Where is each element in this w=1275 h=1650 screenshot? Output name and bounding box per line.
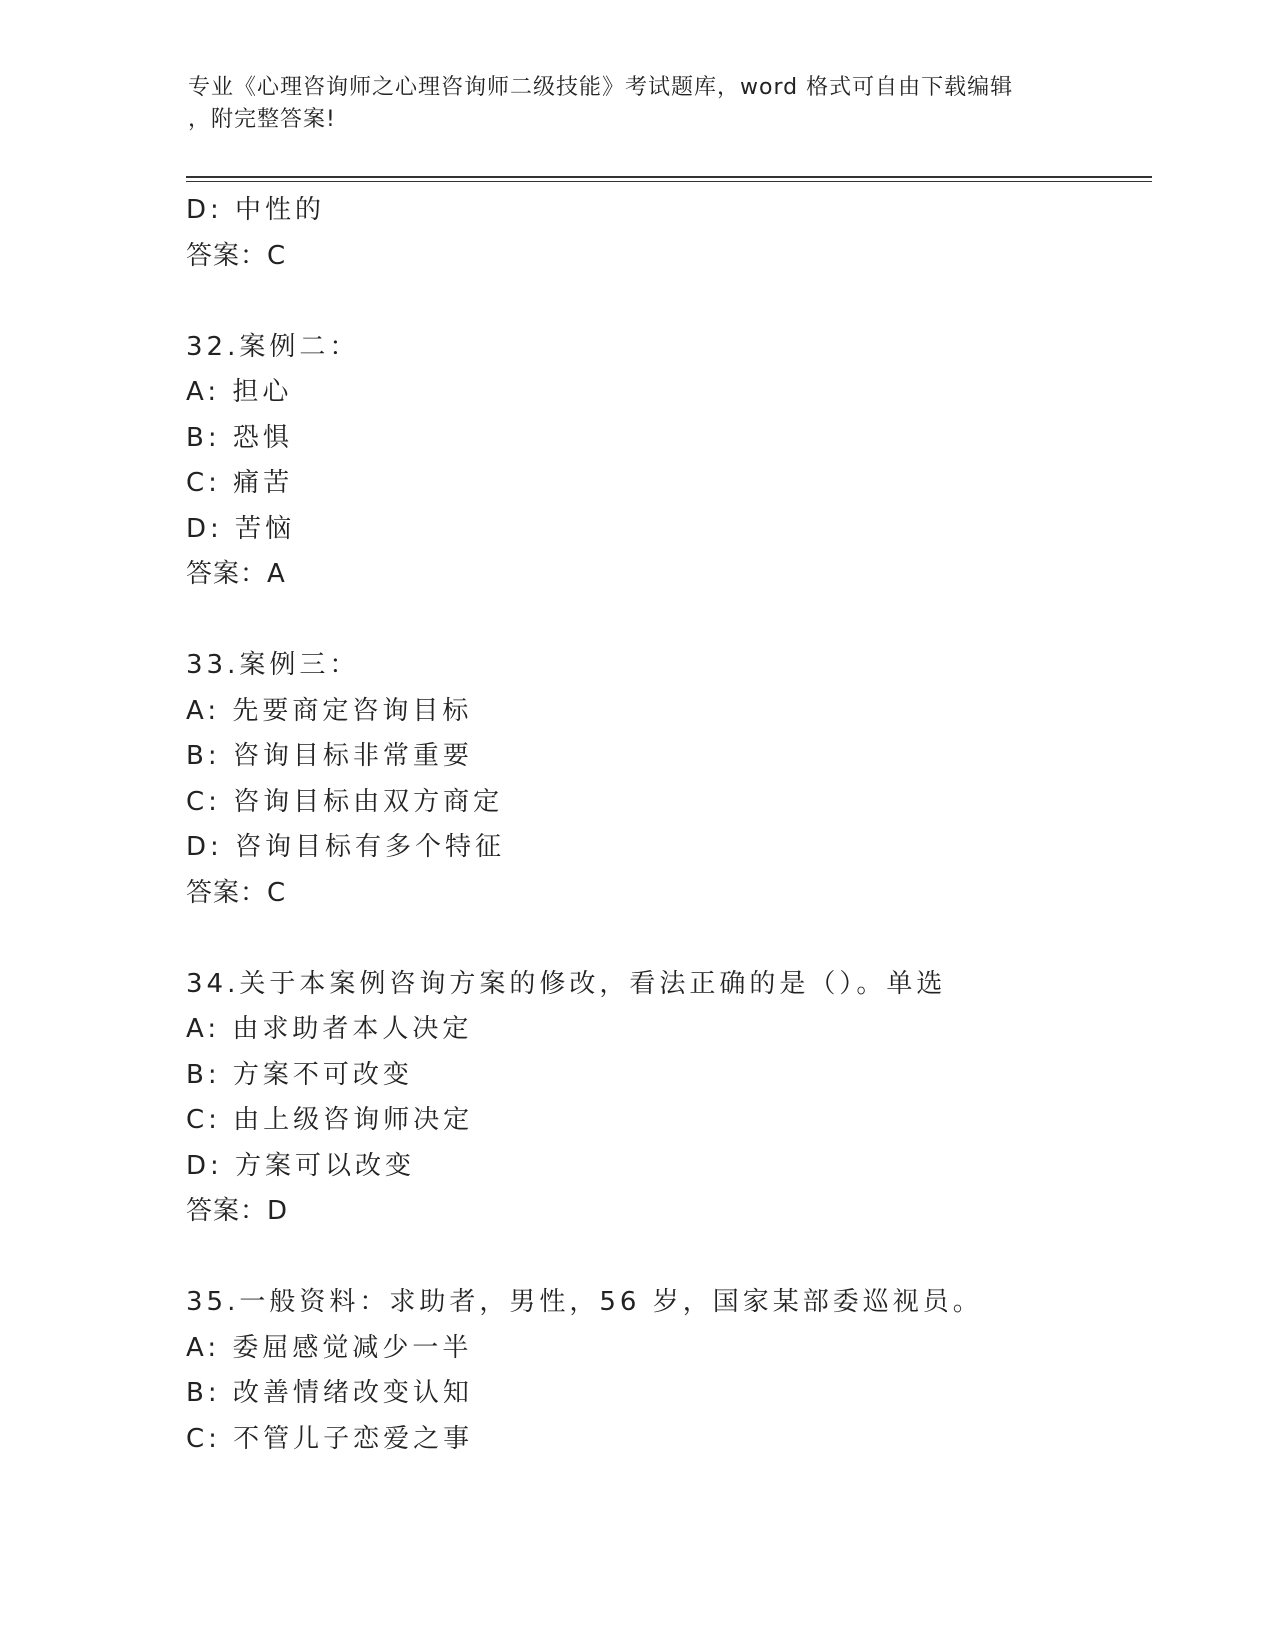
- question-stem: 34.关于本案例咨询方案的修改，看法正确的是（）。单选: [186, 968, 947, 999]
- question-32: [186, 325, 1146, 598]
- spacer: [186, 1235, 1146, 1281]
- header-line-2: ，附完整答案!: [188, 107, 336, 132]
- option-c: C: 痛苦: [186, 468, 294, 498]
- option-a: A: 先要商定咨询目标: [186, 695, 473, 726]
- option-b: B: 恐惧: [186, 422, 293, 453]
- header-divider-thin: [186, 181, 1152, 182]
- header-line-1: 专业《心理咨询师之心理咨询师二级技能》考试题库，word 格式可自由下载编辑: [188, 75, 1014, 100]
- question-33: [186, 643, 1146, 916]
- option-a: A: 担心: [186, 377, 293, 407]
- option-c: C: 咨询目标由双方商定: [186, 786, 504, 817]
- question-35: [186, 1280, 1146, 1462]
- option-c: C: 不管儿子恋爱之事: [186, 1423, 474, 1454]
- option-d: D: 苦恼: [186, 513, 296, 544]
- document-body: [186, 188, 1146, 1462]
- option-d: D: 方案可以改变: [186, 1150, 416, 1181]
- question-stem: 33.案例三：: [186, 650, 360, 680]
- option-c: C: 由上级咨询师决定: [186, 1105, 474, 1135]
- option-d: D: 咨询目标有多个特征: [186, 832, 506, 862]
- document-header: [188, 72, 1068, 136]
- option-b: B: 方案不可改变: [186, 1059, 413, 1090]
- question-stem: 35.一般资料：求助者，男性，56 岁，国家某部委巡视员。: [186, 1287, 983, 1317]
- question-stem: 32.案例二：: [186, 331, 360, 362]
- spacer: [186, 598, 1146, 644]
- option-a: A: 由求助者本人决定: [186, 1014, 473, 1044]
- answer-line: 答案：A: [186, 559, 286, 589]
- spacer: [186, 279, 1146, 325]
- option-d: D: 中性的: [186, 195, 326, 225]
- header-divider: [186, 176, 1152, 178]
- option-a: A: 委屈感觉减少一半: [186, 1332, 473, 1363]
- option-b: B: 咨询目标非常重要: [186, 741, 473, 771]
- spacer: [186, 916, 1146, 962]
- answer-line: 答案：C: [186, 877, 287, 908]
- question-34: [186, 962, 1146, 1235]
- answer-line: 答案：D: [186, 1196, 289, 1226]
- answer-line: 答案：C: [186, 240, 287, 271]
- option-b: B: 改善情绪改变认知: [186, 1378, 473, 1408]
